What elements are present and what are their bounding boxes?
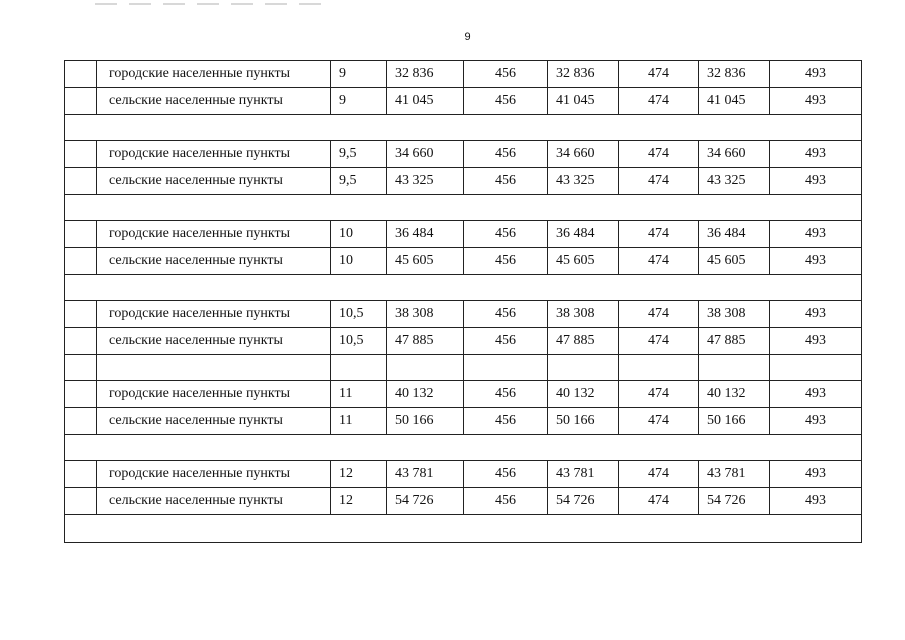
- amount-3-cell: 43 325: [699, 168, 770, 195]
- value-1-cell: 456: [464, 141, 548, 168]
- spacer-row: [65, 115, 862, 141]
- amount-1-cell: 45 605: [387, 248, 464, 275]
- row-margin-cell: [65, 461, 97, 488]
- value-1-cell: 456: [464, 381, 548, 408]
- spacer-cell: [65, 115, 862, 141]
- value-2-cell: 474: [619, 381, 699, 408]
- spacer-cell: [65, 195, 862, 221]
- value-2-cell: 474: [619, 328, 699, 355]
- spacer-cell: [65, 275, 862, 301]
- ratio-cell: 12: [331, 488, 387, 515]
- ratio-cell: 11: [331, 381, 387, 408]
- amount-3-cell: 54 726: [699, 488, 770, 515]
- table-body: [65, 61, 862, 543]
- spacer-cell: [65, 435, 862, 461]
- amount-2-cell: 50 166: [548, 408, 619, 435]
- value-2-cell: 474: [619, 248, 699, 275]
- value-3-cell: 493: [770, 461, 862, 488]
- amount-1-cell: 50 166: [387, 408, 464, 435]
- settlement-type-cell: городские населенные пункты: [97, 61, 331, 88]
- value-2-cell: 474: [619, 61, 699, 88]
- ratio-cell: 9: [331, 61, 387, 88]
- amount-2-cell: 38 308: [548, 301, 619, 328]
- ratio-cell: 11: [331, 408, 387, 435]
- table-row: [65, 88, 862, 115]
- value-1-cell: 456: [464, 248, 548, 275]
- value-1-cell: 456: [464, 408, 548, 435]
- settlement-type-cell: сельские населенные пункты: [97, 168, 331, 195]
- settlement-type-cell: сельские населенные пункты: [97, 88, 331, 115]
- amount-1-cell: 54 726: [387, 488, 464, 515]
- value-1-cell: 456: [464, 328, 548, 355]
- spacer-row: [65, 275, 862, 301]
- settlement-type-cell: городские населенные пункты: [97, 381, 331, 408]
- amount-3-cell: 43 781: [699, 461, 770, 488]
- amount-2-cell: 54 726: [548, 488, 619, 515]
- value-1-cell: 456: [464, 61, 548, 88]
- spacer-cell: [464, 355, 548, 381]
- amount-1-cell: 41 045: [387, 88, 464, 115]
- table-row: [65, 408, 862, 435]
- scan-artifact: [95, 3, 325, 5]
- amount-3-cell: 32 836: [699, 61, 770, 88]
- table-row: [65, 301, 862, 328]
- spacer-cell: [619, 355, 699, 381]
- value-3-cell: 493: [770, 301, 862, 328]
- amount-3-cell: 40 132: [699, 381, 770, 408]
- amount-1-cell: 40 132: [387, 381, 464, 408]
- value-3-cell: 493: [770, 168, 862, 195]
- amount-3-cell: 45 605: [699, 248, 770, 275]
- ratio-cell: 10,5: [331, 301, 387, 328]
- amount-3-cell: 50 166: [699, 408, 770, 435]
- spacer-cell: [548, 355, 619, 381]
- spacer-row: [65, 515, 862, 543]
- ratio-cell: 9,5: [331, 141, 387, 168]
- page-number: 9: [464, 31, 471, 43]
- table-row: [65, 381, 862, 408]
- amount-3-cell: 47 885: [699, 328, 770, 355]
- row-margin-cell: [65, 408, 97, 435]
- row-margin-cell: [65, 61, 97, 88]
- value-3-cell: 493: [770, 328, 862, 355]
- value-2-cell: 474: [619, 408, 699, 435]
- amount-2-cell: 40 132: [548, 381, 619, 408]
- amount-2-cell: 43 781: [548, 461, 619, 488]
- amount-2-cell: 34 660: [548, 141, 619, 168]
- value-2-cell: 474: [619, 461, 699, 488]
- spacer-cell: [331, 355, 387, 381]
- amount-2-cell: 47 885: [548, 328, 619, 355]
- value-2-cell: 474: [619, 141, 699, 168]
- amount-3-cell: 36 484: [699, 221, 770, 248]
- row-margin-cell: [65, 301, 97, 328]
- value-1-cell: 456: [464, 88, 548, 115]
- settlement-type-cell: городские населенные пункты: [97, 461, 331, 488]
- ratio-cell: 12: [331, 461, 387, 488]
- amount-3-cell: 34 660: [699, 141, 770, 168]
- value-3-cell: 493: [770, 408, 862, 435]
- ratio-cell: 10: [331, 221, 387, 248]
- value-3-cell: 493: [770, 488, 862, 515]
- table-row: [65, 488, 862, 515]
- row-margin-cell: [65, 88, 97, 115]
- table-row: [65, 61, 862, 88]
- amount-1-cell: 47 885: [387, 328, 464, 355]
- settlement-type-cell: городские населенные пункты: [97, 221, 331, 248]
- settlement-type-cell: городские населенные пункты: [97, 301, 331, 328]
- row-margin-cell: [65, 248, 97, 275]
- spacer-cell: [770, 355, 862, 381]
- value-1-cell: 456: [464, 168, 548, 195]
- amount-2-cell: 32 836: [548, 61, 619, 88]
- ratio-cell: 10,5: [331, 328, 387, 355]
- spacer-row: [65, 355, 862, 381]
- amount-2-cell: 41 045: [548, 88, 619, 115]
- row-margin-cell: [65, 221, 97, 248]
- table-row: [65, 168, 862, 195]
- row-margin-cell: [65, 168, 97, 195]
- settlement-rates-table: [64, 60, 862, 543]
- amount-3-cell: 41 045: [699, 88, 770, 115]
- row-margin-cell: [65, 381, 97, 408]
- amount-1-cell: 34 660: [387, 141, 464, 168]
- amount-3-cell: 38 308: [699, 301, 770, 328]
- spacer-cell: [699, 355, 770, 381]
- amount-2-cell: 45 605: [548, 248, 619, 275]
- value-2-cell: 474: [619, 88, 699, 115]
- table-row: [65, 461, 862, 488]
- table-row: [65, 248, 862, 275]
- amount-1-cell: 38 308: [387, 301, 464, 328]
- row-margin-cell: [65, 488, 97, 515]
- table-row: [65, 328, 862, 355]
- value-3-cell: 493: [770, 141, 862, 168]
- amount-1-cell: 43 781: [387, 461, 464, 488]
- value-2-cell: 474: [619, 168, 699, 195]
- ratio-cell: 10: [331, 248, 387, 275]
- settlement-type-cell: сельские населенные пункты: [97, 248, 331, 275]
- ratio-cell: 9: [331, 88, 387, 115]
- value-3-cell: 493: [770, 221, 862, 248]
- row-margin-cell: [65, 141, 97, 168]
- spacer-cell: [97, 355, 331, 381]
- value-2-cell: 474: [619, 488, 699, 515]
- value-1-cell: 456: [464, 461, 548, 488]
- amount-1-cell: 32 836: [387, 61, 464, 88]
- spacer-row: [65, 435, 862, 461]
- row-margin-cell: [65, 328, 97, 355]
- settlement-type-cell: городские населенные пункты: [97, 141, 331, 168]
- settlement-type-cell: сельские населенные пункты: [97, 328, 331, 355]
- table-row: [65, 221, 862, 248]
- spacer-cell: [65, 355, 97, 381]
- spacer-cell: [65, 515, 862, 543]
- spacer-row: [65, 195, 862, 221]
- amount-1-cell: 43 325: [387, 168, 464, 195]
- value-1-cell: 456: [464, 301, 548, 328]
- value-3-cell: 493: [770, 88, 862, 115]
- settlement-type-cell: сельские населенные пункты: [97, 488, 331, 515]
- settlement-type-cell: сельские населенные пункты: [97, 408, 331, 435]
- value-3-cell: 493: [770, 381, 862, 408]
- value-2-cell: 474: [619, 301, 699, 328]
- amount-2-cell: 43 325: [548, 168, 619, 195]
- spacer-cell: [387, 355, 464, 381]
- amount-2-cell: 36 484: [548, 221, 619, 248]
- amount-1-cell: 36 484: [387, 221, 464, 248]
- ratio-cell: 9,5: [331, 168, 387, 195]
- value-3-cell: 493: [770, 248, 862, 275]
- table-row: [65, 141, 862, 168]
- value-3-cell: 493: [770, 61, 862, 88]
- value-2-cell: 474: [619, 221, 699, 248]
- value-1-cell: 456: [464, 221, 548, 248]
- value-1-cell: 456: [464, 488, 548, 515]
